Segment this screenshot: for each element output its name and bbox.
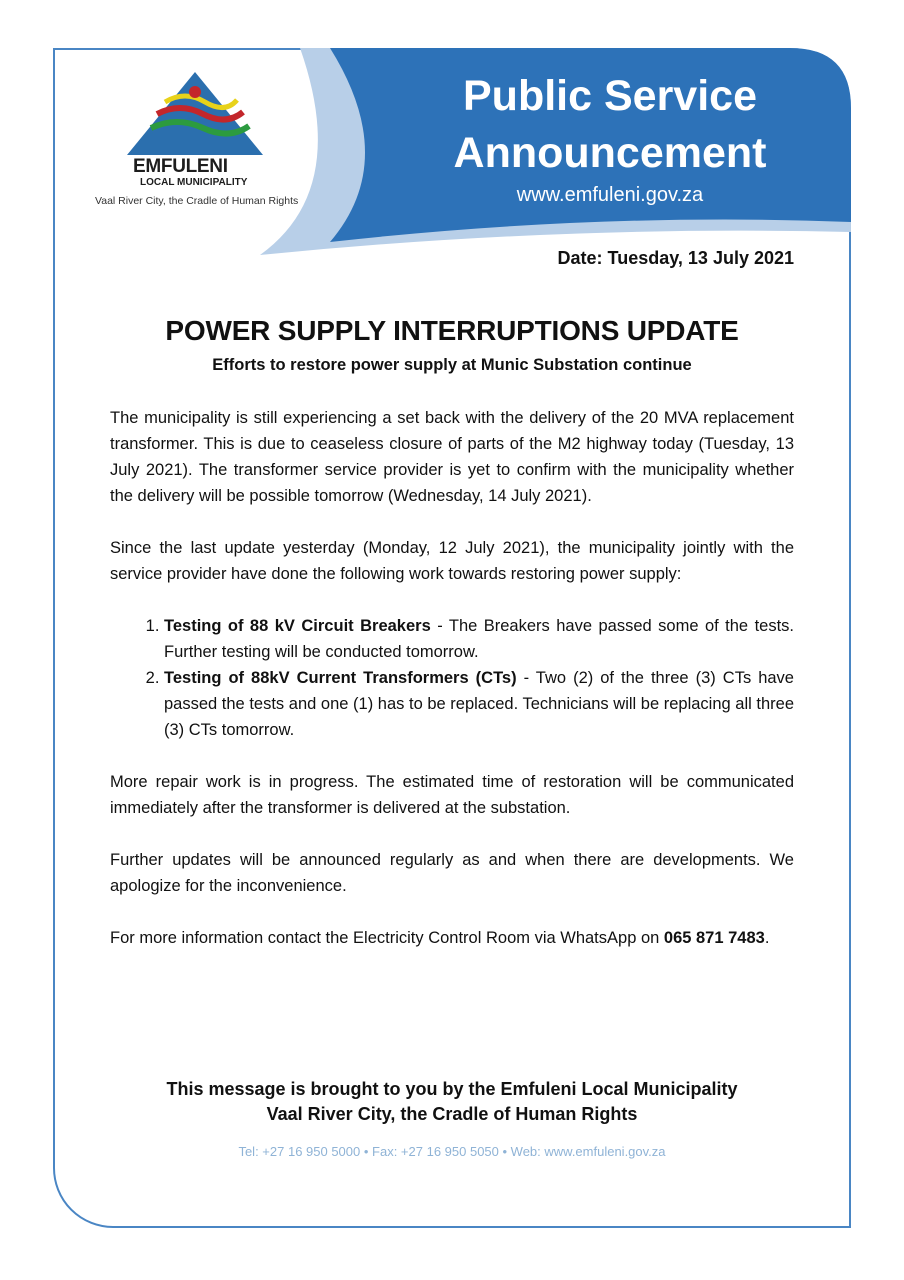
work-item-text: - Two (2) of the three (3) CTs have passed the tests and one (1) has to be replaced. Technicians will be replacing all three (3) CTs tomorrow. (164, 669, 794, 739)
paragraph-progress: More repair work is in progress. The estimated time of restoration will be communicated immediately after the transformer is delivered at the substation. (110, 773, 794, 817)
whatsapp-number: 065 871 7483 (663, 929, 765, 947)
work-item-title: Testing of 88kV Current Transformers (CTs) (164, 669, 517, 687)
contact-end: . (764, 929, 770, 947)
logo-name: EMFULENI (133, 156, 228, 177)
paragraph-delivery: The municipality is still experiencing a set back with the delivery of the 20 MVA replacement transformer. This is due to ceaseless closure of parts of the M2 highway today (Tuesday, 13 July 2021). The transformer service provider is yet to confirm with the municipality whether the delivery will be possible tomorrow (Wednesday, 14 July 2021). (110, 409, 794, 505)
announcement-body (110, 405, 794, 977)
page-subtitle: Efforts to restore power supply at Munic Substation continue (212, 356, 692, 374)
paragraph-updates: Further updates will be announced regularly as and when there are developments. We apologize for the inconvenience. (110, 851, 794, 895)
footer-contact: Tel: +27 16 950 5000 • Fax: +27 16 950 5050 • Web: www.emfuleni.gov.za (238, 1144, 666, 1159)
contact-text: For more information contact the Electricity Control Room via WhatsApp on (110, 929, 664, 947)
work-item-title: Testing of 88 kV Circuit Breakers (164, 617, 431, 635)
list-item (164, 613, 794, 665)
closing-message (0, 1077, 904, 1127)
paragraph-work-intro: Since the last update yesterday (Monday, 12 July 2021), the municipality jointly with the service provider have done the following work towards restoring power supply: (110, 539, 794, 583)
page-title: POWER SUPPLY INTERRUPTIONS UPDATE (165, 315, 739, 346)
banner-url: www.emfuleni.gov.za (516, 184, 704, 206)
announcement-date: Date: Tuesday, 13 July 2021 (557, 248, 794, 268)
logo-subtitle: LOCAL MUNICIPALITY (140, 177, 248, 188)
banner-title (410, 68, 810, 182)
list-item (164, 665, 794, 743)
paragraph-contact (110, 925, 794, 951)
banner-line-1: Public Service (463, 72, 757, 120)
work-item-text: - The Breakers have passed some of the tests. Further testing will be conducted tomorrow. (164, 617, 794, 661)
closing-line-2: Vaal River City, the Cradle of Human Rights (266, 1104, 638, 1124)
work-list (110, 613, 794, 743)
logo-tagline: Vaal River City, the Cradle of Human Rights (95, 195, 299, 207)
closing-line-1: This message is brought to you by the Emfuleni Local Municipality (166, 1079, 738, 1099)
emfuleni-logo-icon (125, 70, 265, 160)
banner-line-2: Announcement (453, 129, 767, 177)
